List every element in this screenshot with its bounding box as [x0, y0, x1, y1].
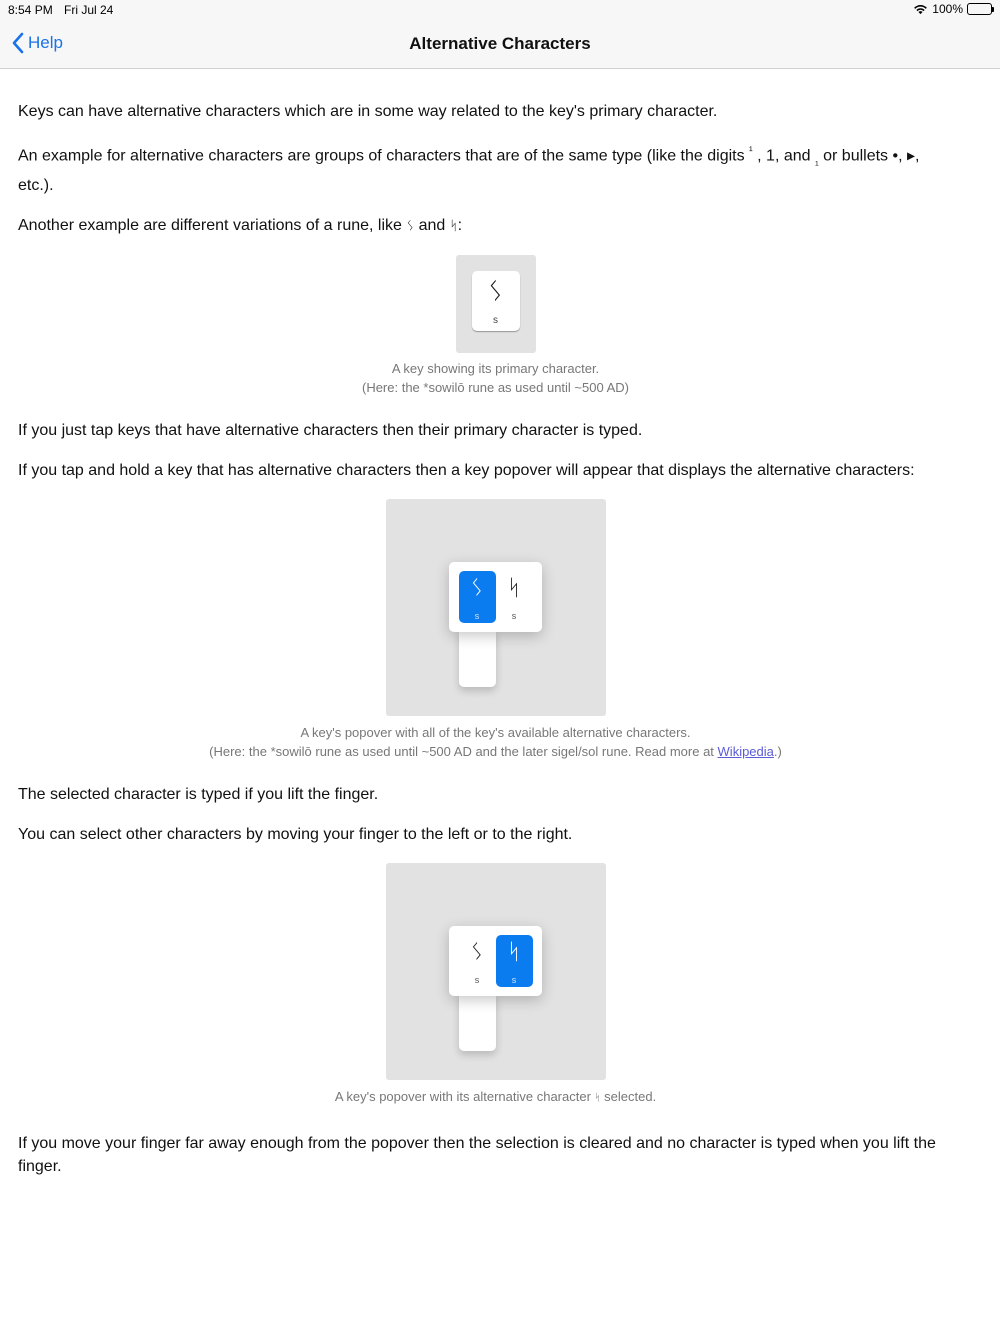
popover-option-sowilo [459, 571, 496, 623]
paragraph-cancel-selection: If you move your finger far away enough from the popover then the selection is cleared and no character is typed when you lift the finger. [18, 1134, 936, 1175]
p2-text-mid2: or bullets [818, 147, 893, 165]
paragraph-example-groups [18, 140, 973, 197]
key-popover [449, 926, 542, 996]
p2-text-before: An example for alternative characters are groups of characters that are of the same type (like the digits [18, 147, 750, 165]
status-time: 8:54 PM [8, 3, 53, 17]
paragraph-rune-variations [18, 214, 973, 238]
popover-stem [459, 630, 496, 687]
caption-rune: ᛋ [594, 1092, 601, 1104]
p3-text-and: and [414, 216, 450, 234]
p2-bullets: •, ▸, [892, 147, 920, 165]
option-glyph: ᛊ [470, 939, 484, 965]
wifi-icon [913, 3, 928, 15]
battery-percent: 100% [932, 2, 963, 16]
option-sub-label: s [474, 610, 480, 621]
p2-superscript: ¹ [749, 145, 753, 157]
p2-subscript: ₁ [814, 155, 819, 168]
back-button-label: Help [28, 33, 63, 52]
option-glyph: ᛊ [470, 575, 484, 601]
caption-line-2 [18, 742, 973, 761]
p2-text-mid1: , 1, and [752, 147, 815, 165]
figure-caption [18, 1087, 973, 1108]
p3-rune-sowilo: ᛊ [406, 218, 415, 234]
caption-text-before: A key's popover with its alternative character [334, 1088, 595, 1104]
p3-text-before: Another example are different variations of a rune, like [18, 216, 407, 234]
caption-line-2: (Here: the *sowilō rune as used until ~500 AD) [361, 379, 629, 395]
battery-icon [967, 3, 992, 15]
keyboard-key [472, 271, 520, 331]
figure-primary-key [18, 255, 973, 397]
status-bar [0, 0, 1000, 20]
option-glyph: ᛋ [507, 575, 521, 601]
p3-rune-sigel: ᛋ [449, 218, 458, 234]
option-glyph: ᛋ [507, 939, 521, 965]
key-popover [449, 562, 542, 632]
paragraph-tap: If you just tap keys that have alternative characters then their primary character is typed. [18, 421, 643, 439]
key-sub-label: s [493, 314, 498, 326]
figure-popover-all [18, 499, 973, 761]
key-figure-frame [456, 255, 536, 353]
key-primary-glyph: ᛊ [487, 276, 504, 307]
p2-text-end: etc.). [18, 176, 54, 194]
popover-figure-frame [386, 499, 606, 716]
caption-text-after: selected. [600, 1088, 657, 1104]
figure-caption [18, 723, 973, 761]
p3-text-end: : [457, 216, 463, 234]
option-sub-label: s [511, 974, 517, 985]
paragraph-tap-hold: If you tap and hold a key that has alternative characters then a key popover will appear that displays the alternative characters: [18, 461, 915, 479]
page-title: Alternative Characters [409, 34, 591, 53]
caption-line-1: A key's popover with all of the key's available alternative characters. [300, 724, 691, 740]
popover-figure-frame [386, 863, 606, 1080]
popover-option-sigel [496, 935, 533, 987]
option-sub-label: s [511, 610, 517, 621]
caption-text-before: (Here: the *sowilō rune as used until ~500 AD and the later sigel/sol rune. Read more at [209, 743, 718, 759]
paragraph-intro: Keys can have alternative characters which are in some way related to the key's primary character. [18, 103, 718, 120]
help-content [18, 100, 973, 1195]
caption-line-1: A key showing its primary character. [391, 360, 600, 376]
paragraph-move-finger: You can select other characters by moving your finger to the left or to the right. [18, 825, 573, 843]
popover-option-sigel [496, 571, 533, 623]
caption-text-after: .) [773, 743, 782, 759]
popover-stem [459, 994, 496, 1051]
status-date: Fri Jul 24 [64, 3, 114, 17]
paragraph-lift-finger: The selected character is typed if you lift the finger. [18, 785, 379, 803]
figure-caption [18, 359, 973, 397]
popover-option-sowilo [459, 935, 496, 987]
wikipedia-link[interactable]: Wikipedia [717, 743, 774, 759]
navigation-bar [0, 20, 1000, 69]
figure-popover-selected [18, 863, 973, 1108]
option-sub-label: s [474, 974, 480, 985]
status-right [913, 2, 992, 16]
